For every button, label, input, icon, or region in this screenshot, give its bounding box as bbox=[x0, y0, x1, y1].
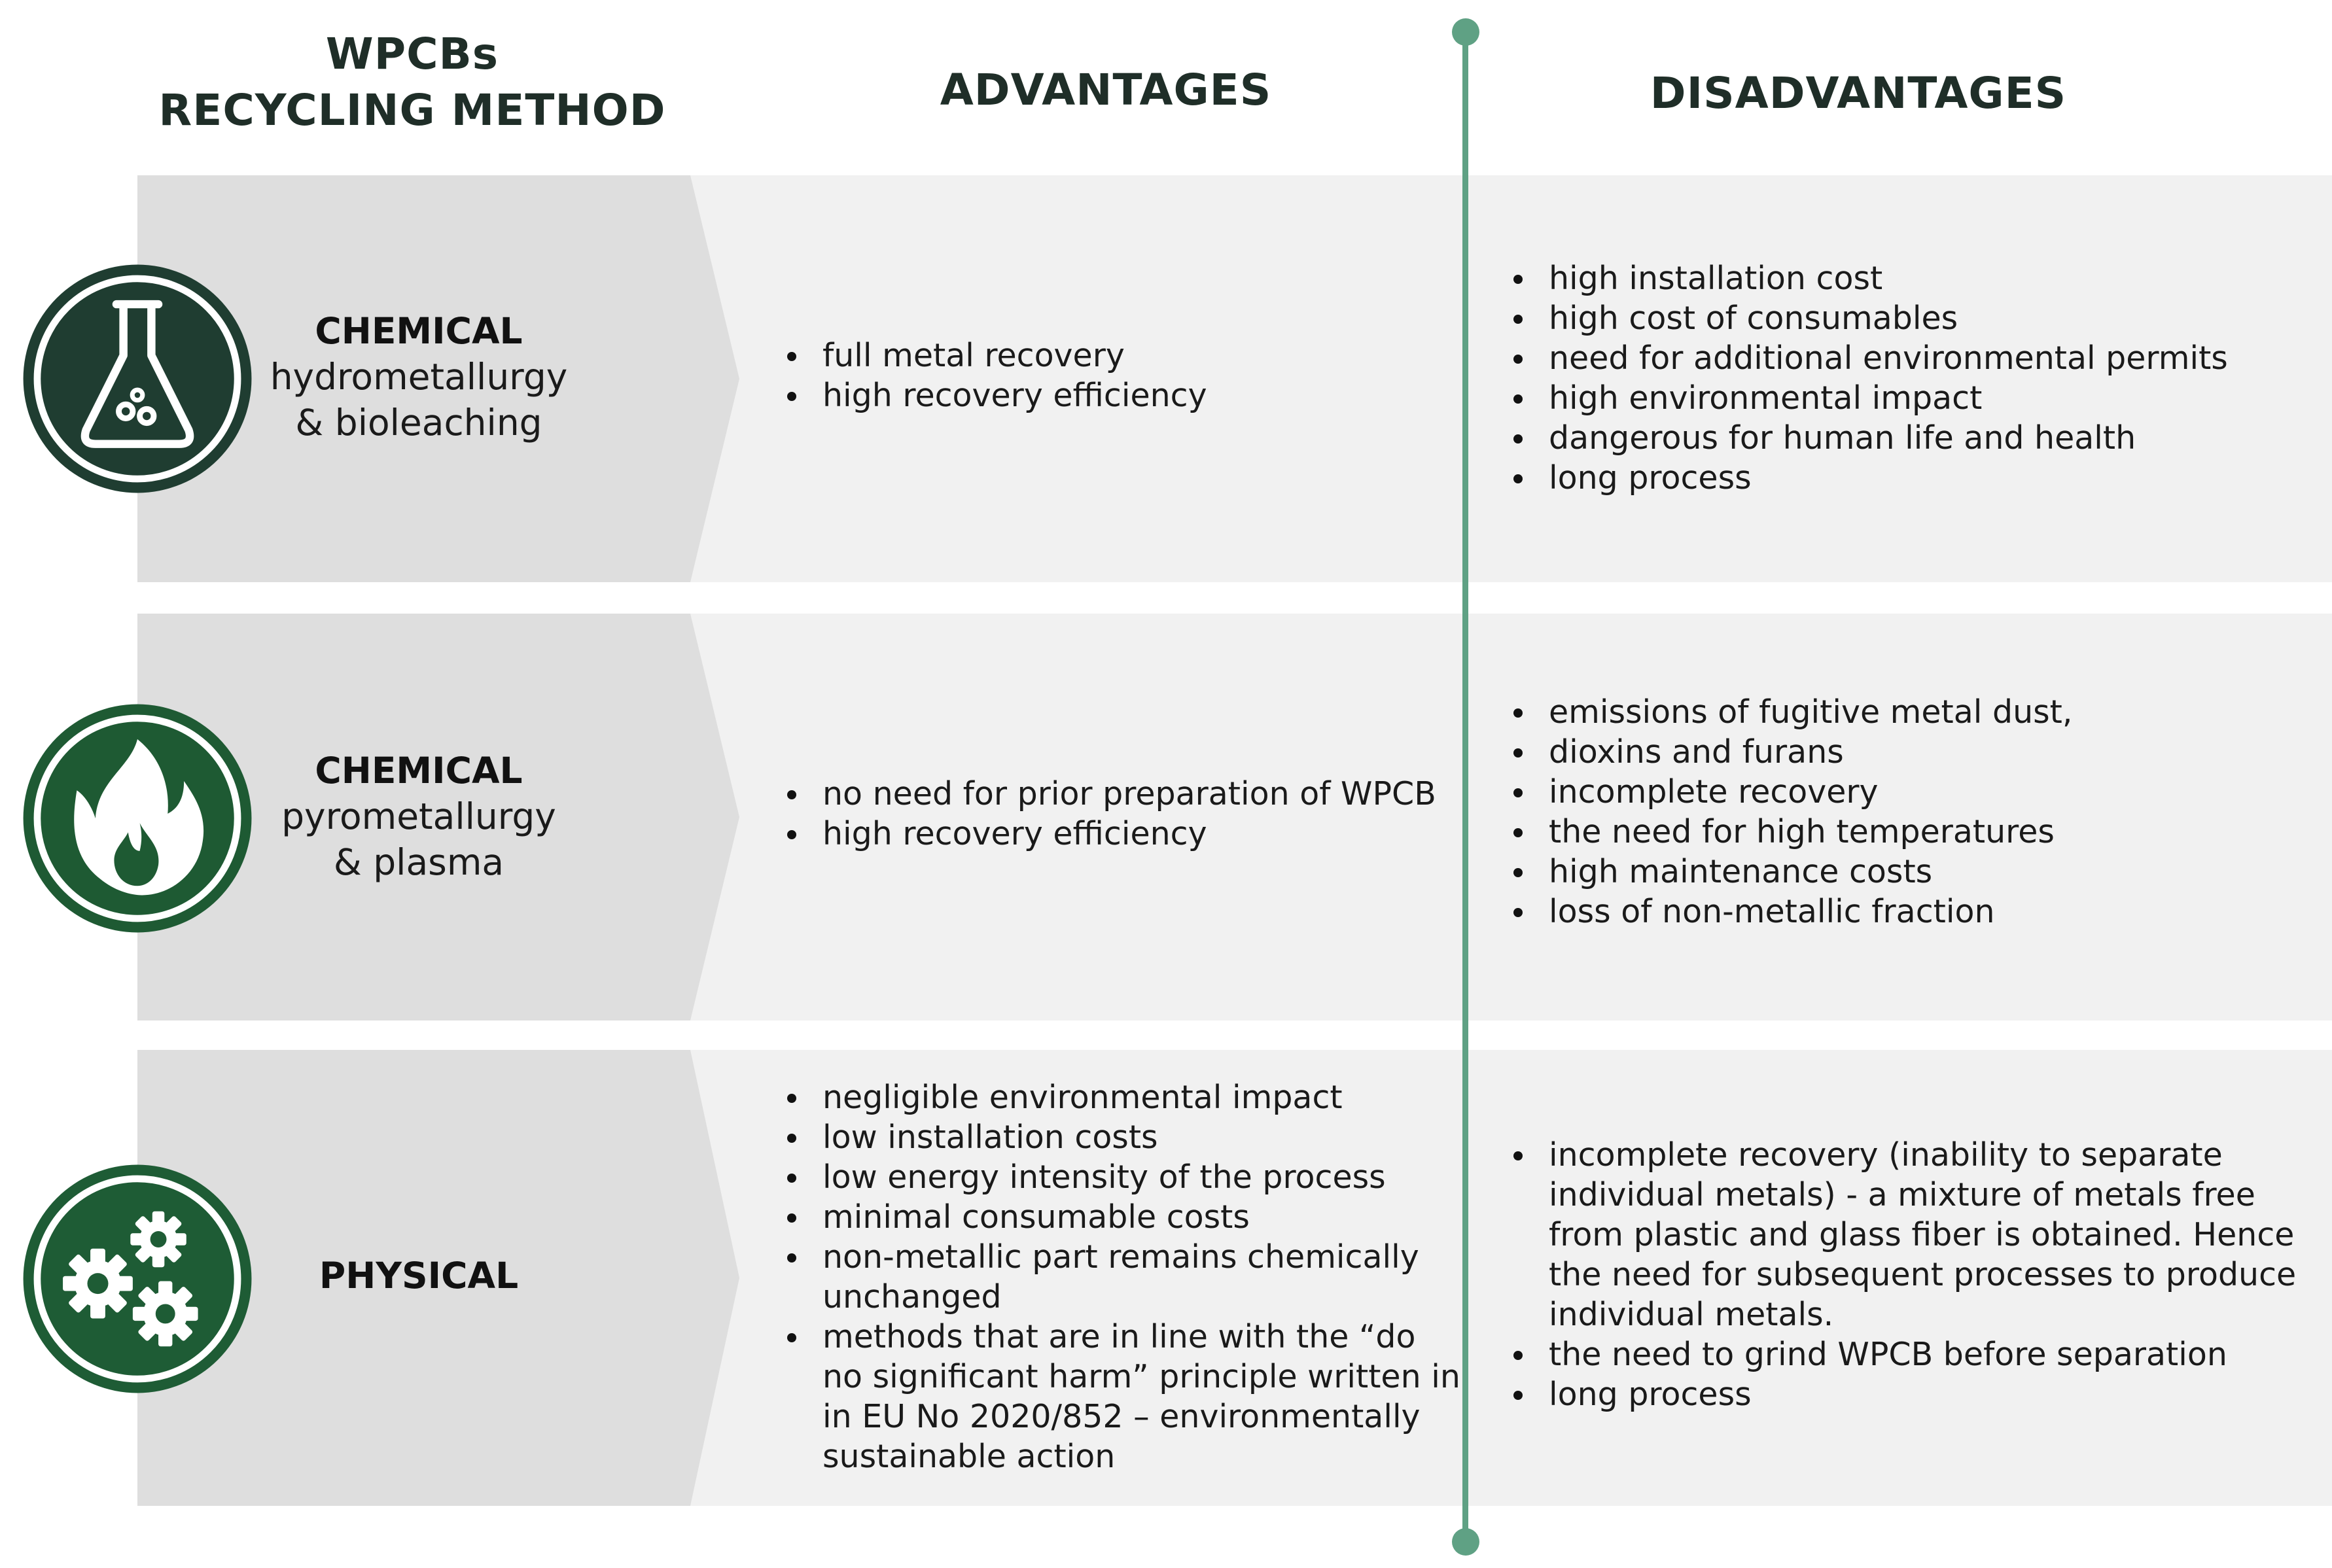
list-item: high recovery efficiency bbox=[782, 375, 1462, 415]
timeline-line bbox=[1462, 31, 1468, 1542]
disadvantages-list bbox=[1508, 258, 2320, 498]
flask-icon bbox=[21, 262, 254, 495]
list-item: high maintenance costs bbox=[1508, 852, 2320, 892]
list-item: long process bbox=[1508, 458, 2320, 498]
list-item: no need for prior preparation of WPCB bbox=[782, 774, 1462, 814]
list-item: low energy intensity of the process bbox=[782, 1157, 1462, 1197]
gears-icon bbox=[21, 1162, 254, 1395]
list-item: emissions of fugitive metal dust, bbox=[1508, 692, 2320, 732]
list-item: negligible environmental impact bbox=[782, 1077, 1462, 1117]
method-subtitle-2: & bioleaching bbox=[295, 402, 542, 444]
method-title: CHEMICAL bbox=[315, 750, 523, 792]
method-header-line2: RECYCLING METHOD bbox=[158, 85, 666, 135]
method-row-pyrometallurgy bbox=[0, 614, 2332, 1020]
disadvantages-column-header: DISADVANTAGES bbox=[1650, 68, 2067, 118]
method-title: CHEMICAL bbox=[315, 310, 523, 352]
list-item: low installation costs bbox=[782, 1117, 1462, 1157]
method-subtitle-2: & plasma bbox=[333, 841, 504, 883]
timeline-dot-top bbox=[1452, 18, 1479, 46]
list-item: full metal recovery bbox=[782, 336, 1462, 375]
method-subtitle-1: pyrometallurgy bbox=[281, 795, 556, 837]
advantages-list bbox=[782, 1077, 1462, 1476]
method-label bbox=[262, 308, 576, 445]
method-header-line1: WPCBs bbox=[325, 29, 499, 79]
method-title: PHYSICAL bbox=[319, 1255, 519, 1297]
method-label bbox=[262, 1253, 576, 1298]
disadvantages-list bbox=[1508, 1135, 2320, 1414]
method-row-physical bbox=[0, 1050, 2332, 1506]
method-row-hydrometallurgy bbox=[0, 175, 2332, 582]
list-item: methods that are in line with the “do no significant harm” principle written in in EU No 2020/852 – environmentally sustainable action bbox=[782, 1317, 1462, 1476]
disadvantages-list bbox=[1508, 692, 2320, 932]
list-item: minimal consumable costs bbox=[782, 1197, 1462, 1237]
method-column-header bbox=[118, 26, 707, 139]
advantages-list bbox=[782, 336, 1462, 415]
method-label bbox=[262, 748, 576, 885]
list-item: high cost of consumables bbox=[1508, 298, 2320, 338]
list-item: high environmental impact bbox=[1508, 378, 2320, 418]
list-item: incomplete recovery (inability to separate individual metals) - a mixture of metals free from plastic and glass fiber is obtained. Hence the need for subsequent processes to produce individual metals. bbox=[1508, 1135, 2320, 1334]
list-item: dioxins and furans bbox=[1508, 732, 2320, 772]
advantages-column-header: ADVANTAGES bbox=[940, 65, 1272, 115]
list-item: non-metallic part remains chemically unchanged bbox=[782, 1237, 1462, 1317]
list-item: incomplete recovery bbox=[1508, 772, 2320, 812]
list-item: high recovery efficiency bbox=[782, 814, 1462, 854]
timeline-dot-bottom bbox=[1452, 1528, 1479, 1556]
list-item: high installation cost bbox=[1508, 258, 2320, 298]
list-item: the need to grind WPCB before separation bbox=[1508, 1334, 2320, 1374]
advantages-list bbox=[782, 774, 1462, 854]
method-subtitle-1: hydrometallurgy bbox=[270, 356, 568, 398]
list-item: loss of non-metallic fraction bbox=[1508, 892, 2320, 932]
list-item: the need for high temperatures bbox=[1508, 812, 2320, 852]
list-item: dangerous for human life and health bbox=[1508, 418, 2320, 458]
flame-icon bbox=[21, 702, 254, 935]
list-item: long process bbox=[1508, 1374, 2320, 1414]
list-item: need for additional environmental permits bbox=[1508, 338, 2320, 378]
